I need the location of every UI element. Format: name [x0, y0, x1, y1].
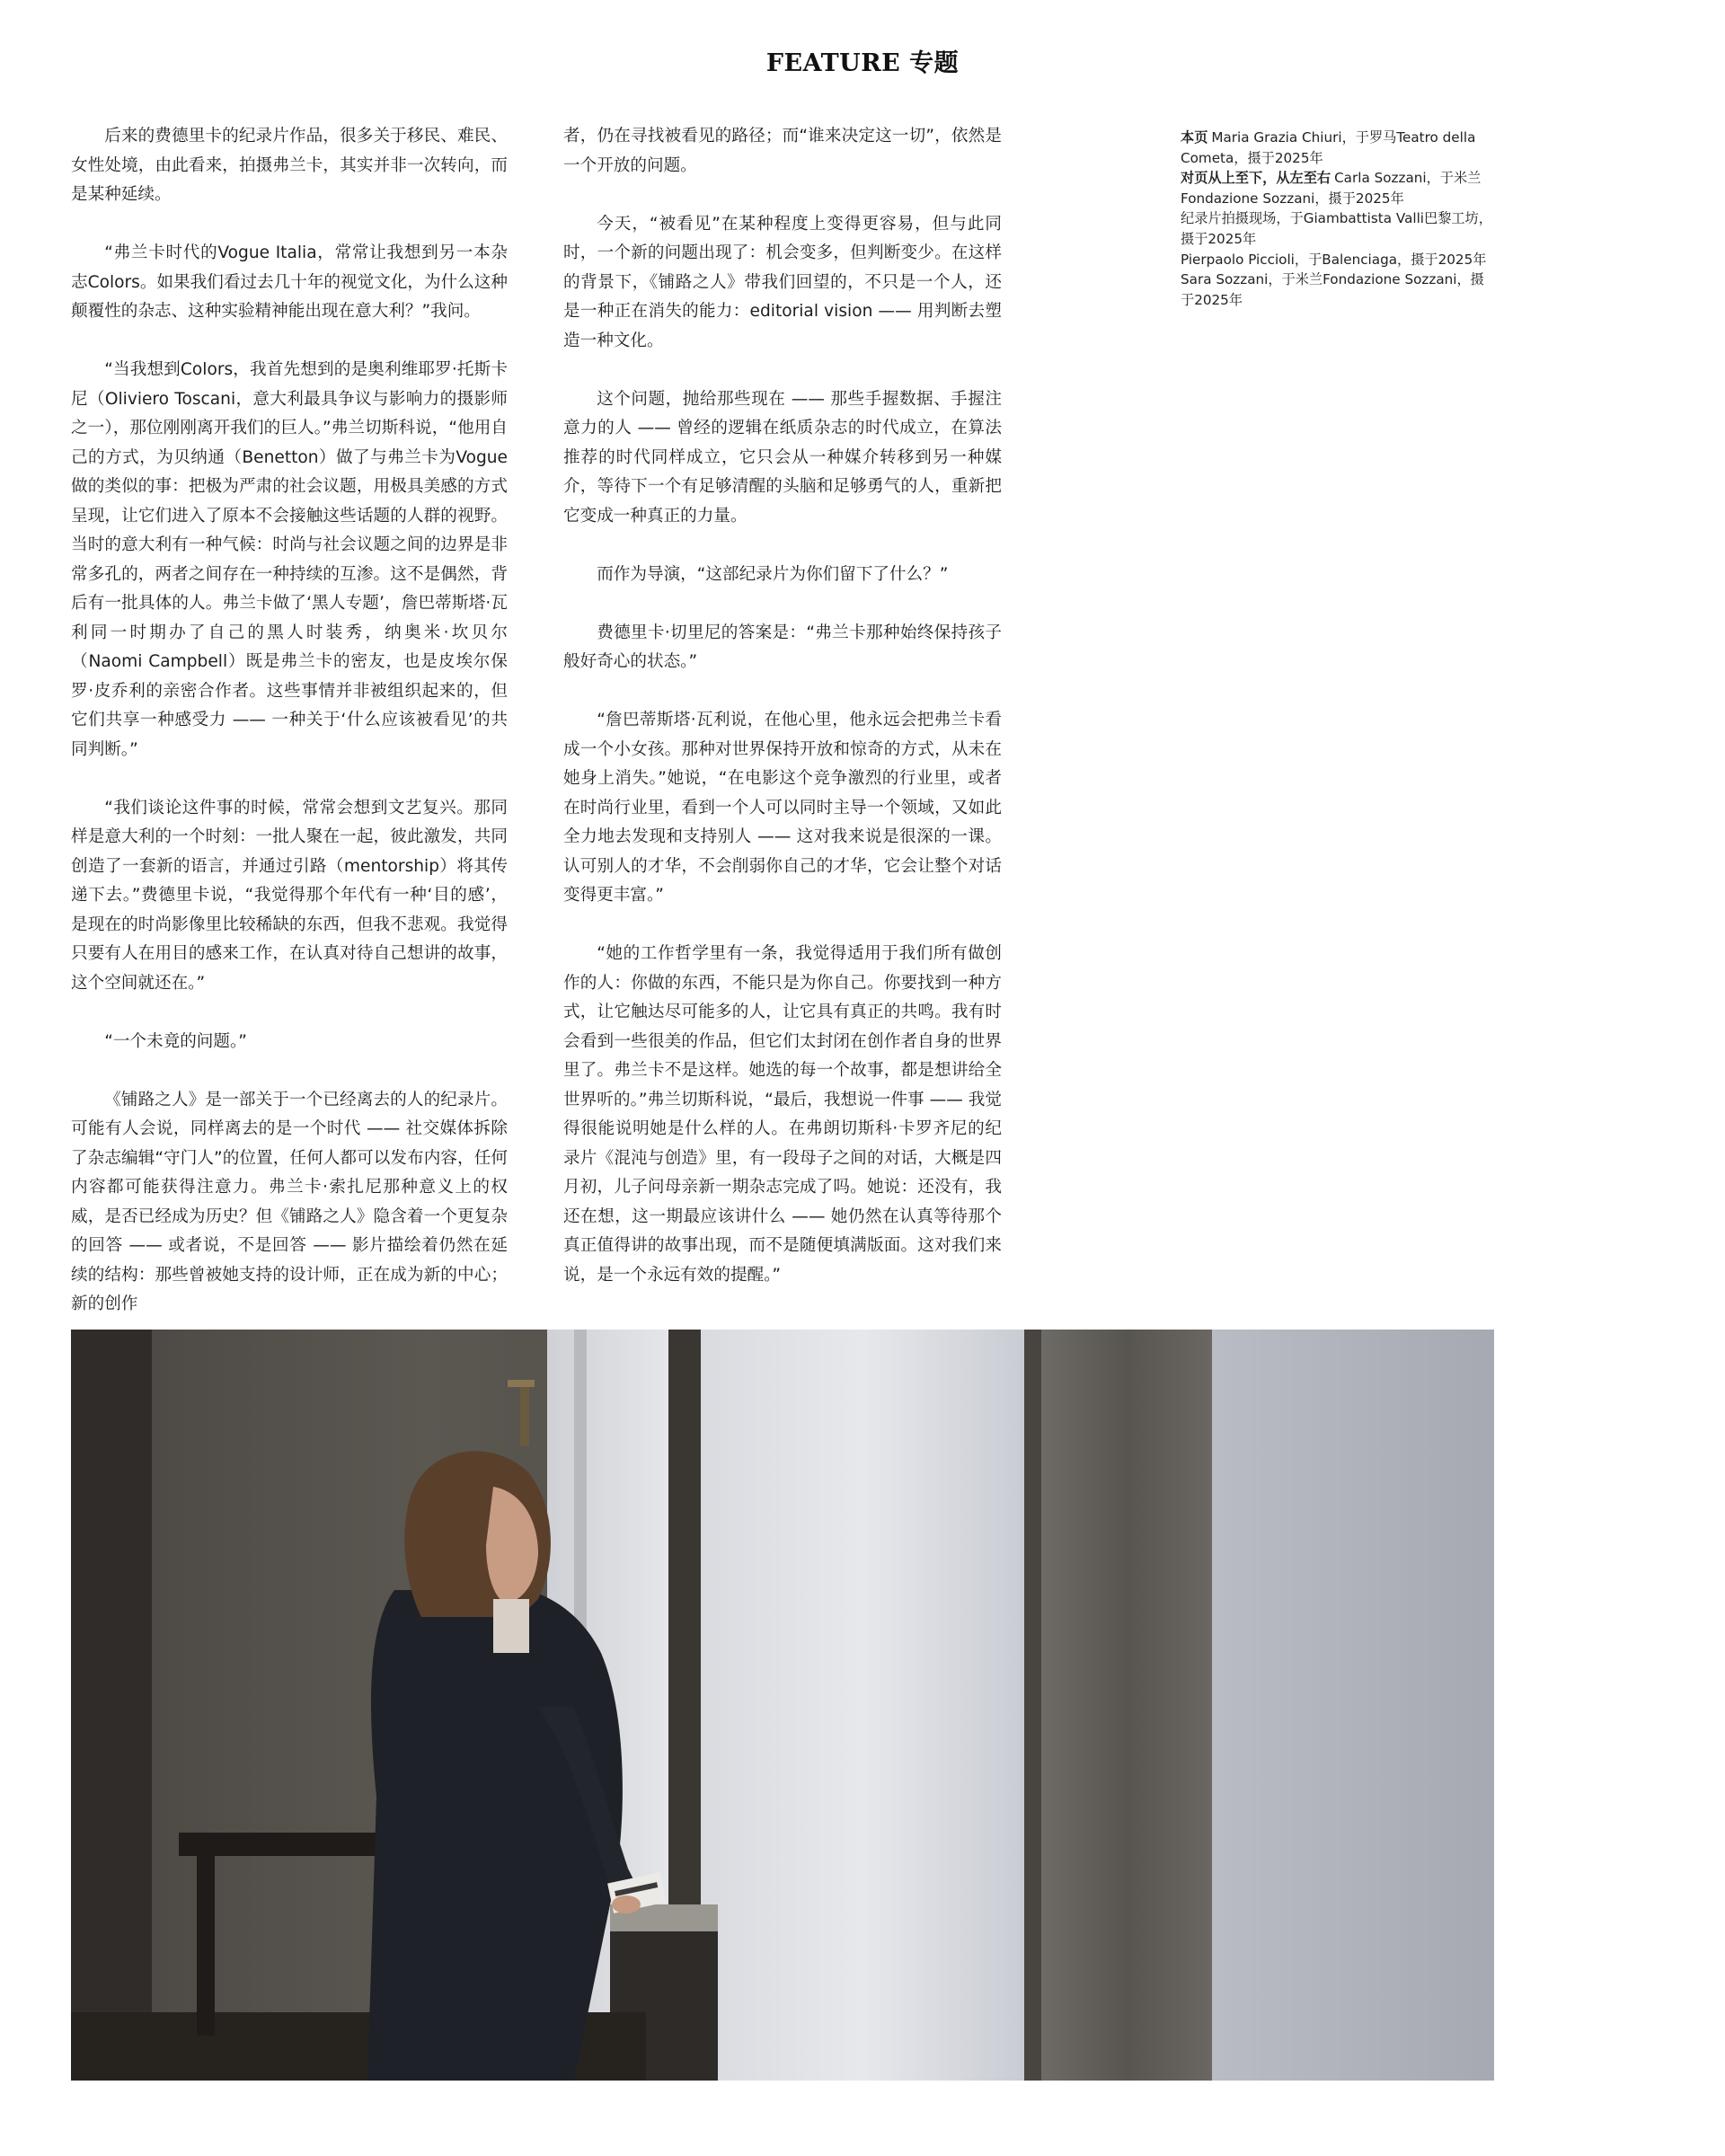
paragraph: “詹巴蒂斯塔·瓦利说，在他心里，他永远会把弗兰卡看成一个小女孩。那种对世界保持开放和惊奇的方式，从未在她身上消失。”她说，“在电影这个竞争激烈的行业里，或者在时尚行业里，看到一个人可以同时主导一个领域，又如此全力地去发现和支持别人 —— 这对我来说是很深的一课。认可别人的才华，不会削弱你自己的才华，它会让整个对话变得更丰富。”	[563, 711, 1002, 905]
paragraph: 后来的费德里卡的纪录片作品，很多关于移民、难民、女性处境，由此看来，拍摄弗兰卡，其实并非一次转向，而是某种延续。	[71, 127, 508, 204]
paragraph: “一个未竟的问题。”	[104, 1031, 247, 1051]
caption-text: 纪录片拍摄现场，于Giambattista Valli巴黎工坊，摄于2025年	[1181, 210, 1492, 247]
caption-text: Carla Sozzani，于米兰Fondazione Sozzani，摄于2025年	[1181, 170, 1482, 207]
paragraph: “当我想到Colors，我首先想到的是奥利维耶罗·托斯卡尼（Oliviero Toscani，意大利最具争议与影响力的摄影师之一），那位刚刚离开我们的巨人。”弗兰切斯科说，“他用自己的方式，为贝纳通（Benetton）做了与弗兰卡为Vogue做的类似的事：把极为严肃的社会议题，用极具美感的方式呈现，让它们进入了原本不会接触这些话题的人群的视野。当时的意大利有一种气候：时尚与社会议题之间的边界是非常多孔的，两者之间存在一种持续的互渗。这不是偶然，背后有一批具体的人。弗兰卡做了‘黑人专题’，詹巴蒂斯塔·瓦利同一时期办了自己的黑人时装秀，纳奥米·坎贝尔（Naomi Campbell）既是弗兰卡的密友，也是皮埃尔保罗·皮乔利的亲密合作者。这些事情并非被组织起来的，但它们共享一种感受力 —— 一种关于‘什么应该被看见’的共同判断。”	[71, 360, 508, 759]
caption-text: Maria Grazia Chiuri，于罗马Teatro della Cometa，摄于2025年	[1181, 129, 1476, 166]
paragraph: 《铺路之人》是一部关于一个已经离去的人的纪录片。可能有人会说，同样离去的是一个时代 —— 社交媒体拆除了杂志编辑“守门人”的位置，任何人都可以发布内容，任何内容都可能获得注意力。弗兰卡·索扎尼那种意义上的权威，是否已经成为历史？但《铺路之人》隐含着一个更复杂的回答 —— 或者说，不是回答 —— 影片描绘着仍然在延续的结构：那些曾被她支持的设计师，正在成为新的中心；新的创作	[71, 1090, 508, 1313]
paragraph: “弗兰卡时代的Vogue Italia，常常让我想到另一本杂志Colors。如果我们看过去几十年的视觉文化，为什么这种颠覆性的杂志、这种实验精神能出现在意大利？”我问。	[71, 243, 508, 321]
paragraph: “我们谈论这件事的时候，常常会想到文艺复兴。那同样是意大利的一个时刻：一批人聚在一起，彼此激发，共同创造了一套新的语言，并通过引路（mentorship）将其传递下去。”费德里卡说，“我觉得那个年代有一种‘目的感’，是现在的时尚影像里比较稀缺的东西，但我不悲观。我觉得只要有人在用目的感来工作，在认真对待自己想讲的故事，这个空间就还在。”	[71, 798, 508, 993]
caption-text: Pierpaolo Piccioli，于Balenciaga，摄于2025年	[1181, 251, 1487, 268]
paragraph: 者，仍在寻找被看见的路径；而“谁来决定这一切”，依然是一个开放的问题。	[563, 127, 1002, 175]
paragraph: “她的工作哲学里有一条，我觉得适用于我们所有做创作的人：你做的东西，不能只是为你自己。你要找到一种方式，让它触达尽可能多的人，让它具有真正的共鸣。我有时会看到一些很美的作品，但它们太封闭在创作者自身的世界里了。弗兰卡不是这样。她选的每一个故事，都是想讲给全世界听的。”弗兰切斯科说，“最后，我想说一件事 —— 我觉得很能说明她是什么样的人。在弗朗切斯科·卡罗齐尼的纪录片《混沌与创造》里，有一段母子之间的对话，大概是四月初，儿子问母亲新一期杂志完成了吗。她说：还没有，我还在想，这一期最应该讲什么 —— 她仍然在认真等待那个真正值得讲的故事出现，而不是随便填满版面。这对我们来说，是一个永远有效的提醒。”	[563, 944, 1002, 1285]
photo-caption	[1181, 128, 1497, 310]
paragraph: 这个问题，抛给那些现在 —— 那些手握数据、手握注意力的人 —— 曾经的逻辑在纸质杂志的时代成立，在算法推荐的时代同样成立，它只会从一种媒介转移到另一种媒介，等待下一个有足够清醒的头脑和足够勇气的人，重新把它变成一种真正的力量。	[563, 389, 1002, 526]
feature-photo	[71, 1330, 1494, 2081]
caption-label: 对页从上至下，从左至右	[1181, 170, 1331, 187]
caption-label: 本页	[1181, 129, 1208, 146]
section-header: FEATURE 专题	[765, 49, 960, 77]
caption-text: Sara Sozzani，于米兰Fondazione Sozzani，摄于2025年	[1181, 271, 1484, 308]
article-column-middle	[563, 122, 1002, 1290]
article-column-left	[71, 122, 508, 1320]
photo-illustration	[71, 1330, 1494, 2081]
paragraph: 而作为导演，“这部纪录片为你们留下了什么？”	[597, 564, 949, 584]
paragraph: 费德里卡·切里尼的答案是：“弗兰卡那种始终保持孩子般好奇心的状态。”	[563, 623, 1002, 671]
paragraph: 今天，“被看见”在某种程度上变得更容易，但与此同时，一个新的问题出现了：机会变多，但判断变少。在这样的背景下，《铺路之人》带我们回望的，不只是一个人，还是一种正在消失的能力：editorial vision —— 用判断去塑造一种文化。	[563, 214, 1002, 350]
